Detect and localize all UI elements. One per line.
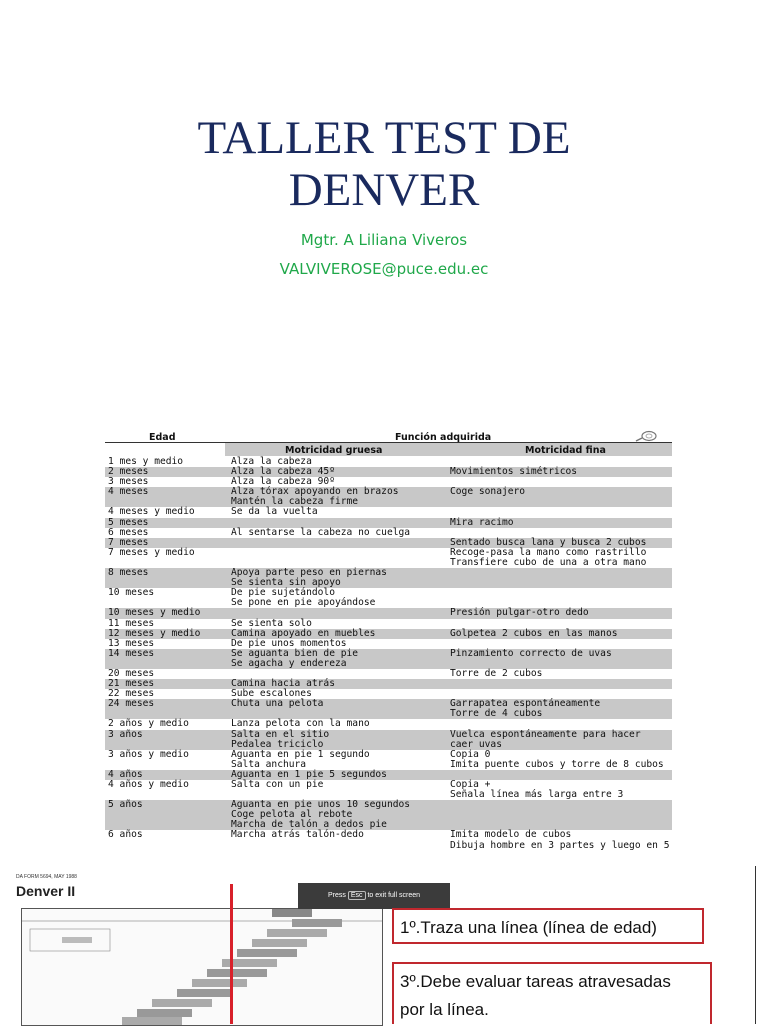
cell-edad: 6 meses — [108, 526, 149, 538]
table-row — [105, 649, 672, 669]
gruesa-line: Pedalea triciclo — [231, 738, 324, 750]
table-row — [105, 629, 672, 639]
table-row — [105, 669, 672, 679]
table-row — [105, 608, 672, 618]
cell-gruesa — [228, 800, 447, 830]
gruesa-line: De pie unos momentos — [231, 637, 347, 649]
table-row — [105, 770, 672, 780]
table-row — [105, 699, 672, 719]
cell-edad: 3 años y medio — [108, 748, 189, 760]
cell-edad: 21 meses — [105, 679, 228, 689]
header-rule — [105, 442, 672, 443]
cell-fina — [447, 588, 672, 608]
fina-line: Dibuja hombre en 3 partes y luego en 5 — [450, 839, 670, 851]
cell-fina — [447, 679, 672, 689]
table-row — [105, 800, 672, 830]
cell-fina — [447, 608, 672, 618]
cell-edad: 4 años y medio — [108, 779, 189, 790]
fina-line: Presión pulgar-otro dedo — [450, 607, 589, 619]
cell-fina — [447, 568, 672, 588]
cell-gruesa — [228, 538, 447, 548]
fina-line: Imita modelo de cubos — [450, 829, 572, 841]
cell-fina — [447, 487, 672, 507]
cell-edad: 11 meses — [108, 617, 155, 629]
table-body — [105, 457, 672, 851]
table-row — [105, 780, 672, 800]
fullscreen-notice — [298, 883, 450, 909]
gruesa-line: Camina apoyado en muebles — [231, 627, 376, 639]
gruesa-line: Alza la cabeza 45º — [231, 466, 335, 478]
fina-line: Pinzamiento correcto de uvas — [450, 647, 612, 659]
fina-line: Imita puente cubos y torre de 8 cubos — [450, 758, 664, 770]
esc-suffix: to exit full screen — [367, 892, 420, 899]
fina-line: Golpetea 2 cubos en las manos — [450, 627, 618, 639]
table-row — [105, 679, 672, 689]
cell-edad: 10 meses — [108, 587, 155, 599]
cell-fina — [447, 629, 672, 639]
table-row — [105, 730, 672, 750]
cell-edad: 20 meses — [108, 667, 155, 679]
cell-edad: 22 meses — [108, 688, 155, 700]
table-row — [105, 507, 672, 517]
slide-title — [0, 112, 768, 216]
fina-line: Mira racimo — [450, 516, 514, 528]
fina-line: Torre de 2 cubos — [450, 667, 543, 679]
cell-gruesa — [228, 507, 447, 517]
fina-line: Señala línea más larga entre 3 — [450, 789, 624, 801]
cell-fina — [447, 649, 672, 669]
table-row — [105, 568, 672, 588]
cell-fina — [447, 467, 672, 477]
gruesa-line: Al sentarse la cabeza no cuelga — [231, 526, 411, 538]
step-3-line-1: 3º.Debe evaluar tareas atravesadas — [400, 972, 671, 991]
title-line-2: DENVER — [288, 164, 480, 216]
title-line-1: TALLER TEST DE — [197, 112, 571, 164]
milestones-table — [105, 430, 672, 851]
cell-fina — [447, 730, 672, 750]
gruesa-line: Alza la cabeza 90º — [231, 476, 335, 488]
table-row — [105, 457, 672, 467]
cell-edad: 13 meses — [108, 637, 155, 649]
gruesa-line: Sube escalones — [231, 688, 312, 700]
fina-line: Sentado busca lana y busca 2 cubos — [450, 536, 647, 548]
table-row — [105, 487, 672, 507]
cell-edad: 5 años — [105, 800, 228, 830]
fina-line: Recoge-pasa la mano como rastrillo — [450, 546, 647, 558]
gruesa-line: Marcha atrás talón-dedo — [231, 829, 364, 841]
step-3-line-2: por la línea. — [400, 1000, 489, 1019]
cell-edad: 8 meses — [105, 568, 228, 588]
gruesa-line: Coge pelota al rebote — [231, 809, 353, 821]
gruesa-line: Se sienta sin apoyo — [231, 577, 341, 589]
cell-edad: 12 meses y medio — [105, 629, 228, 639]
gruesa-line: Chuta una pelota — [231, 698, 324, 710]
gruesa-line: Apoya parte peso en piernas — [231, 567, 387, 579]
cell-gruesa — [228, 699, 447, 719]
cell-edad: 4 años — [105, 770, 228, 780]
gruesa-line: Alza la cabeza — [231, 456, 312, 467]
cell-edad: 5 meses — [105, 518, 228, 528]
gruesa-line: Aguanta en pie unos 10 segundos — [231, 799, 411, 811]
table-header — [105, 430, 672, 457]
table-row — [105, 750, 672, 770]
age-line — [230, 884, 233, 1024]
step-1-box: 1º.Traza una línea (línea de edad) — [392, 908, 704, 944]
cell-edad: 3 años — [105, 730, 228, 750]
cell-edad: 1 mes y medio — [108, 456, 184, 467]
author-email: VALVIVEROSE@puce.edu.ec — [279, 260, 489, 278]
cell-edad: 10 meses y medio — [105, 608, 228, 618]
cell-gruesa — [228, 830, 447, 850]
fina-line: Transfiere cubo de una a otra mano — [450, 556, 647, 568]
cell-fina — [447, 518, 672, 528]
cell-fina — [447, 699, 672, 719]
form-chart-graphic — [22, 909, 382, 1025]
esc-key: Esc — [348, 891, 366, 900]
author-name: Mgtr. A Liliana Viveros — [300, 231, 468, 249]
fina-line: caer uvas — [450, 738, 502, 750]
fina-line: Vuelca espontáneamente para hacer — [450, 728, 641, 740]
cell-gruesa — [228, 608, 447, 618]
step-3-box — [392, 962, 712, 1024]
header-funcion: Función adquirida — [395, 432, 492, 443]
gruesa-line: Se agacha y endereza — [231, 657, 347, 669]
header-fina: Motricidad fina — [525, 445, 606, 456]
cell-edad: 7 meses y medio — [108, 546, 195, 558]
fina-line: Coge sonajero — [450, 486, 526, 498]
fina-line: Movimientos simétricos — [450, 466, 578, 478]
cell-edad: 24 meses — [105, 699, 228, 719]
table-row — [105, 830, 672, 850]
esc-prefix: Press — [327, 892, 346, 899]
fina-line: Copia + — [450, 779, 491, 790]
cell-edad: 14 meses — [105, 649, 228, 669]
gruesa-line: Se sienta solo — [231, 617, 312, 629]
slide-edge — [755, 866, 756, 1024]
fina-line: Copia 0 — [450, 748, 491, 760]
gruesa-line: Salta en el sitio — [231, 728, 330, 740]
cell-edad: 3 meses — [108, 476, 149, 488]
header-edad: Edad — [149, 432, 176, 443]
cell-edad: 4 meses y medio — [108, 506, 195, 518]
cell-gruesa — [228, 649, 447, 669]
gruesa-line: Aguanta en 1 pie 5 segundos — [231, 768, 387, 780]
gruesa-line: De pie sujetándolo — [231, 587, 335, 599]
cell-edad: 2 meses — [105, 467, 228, 477]
cell-gruesa — [228, 487, 447, 507]
cell-fina — [447, 750, 672, 770]
magnifier-icon — [635, 430, 659, 442]
form-header: DA FORM 5694, MAY 1988 — [16, 874, 77, 880]
cell-gruesa — [228, 730, 447, 750]
cell-fina — [447, 669, 672, 679]
cell-fina — [447, 830, 672, 850]
table-row — [105, 467, 672, 477]
table-row — [105, 588, 672, 608]
cell-gruesa — [228, 750, 447, 770]
table-row — [105, 548, 672, 568]
cell-gruesa — [228, 548, 447, 568]
gruesa-line: Camina hacia atrás — [231, 678, 335, 690]
cell-gruesa — [228, 528, 447, 538]
form-title: Denver II — [16, 883, 76, 899]
cell-edad: 6 años — [108, 829, 143, 841]
fina-line: Garrapatea espontáneamente — [450, 698, 601, 710]
cell-fina — [447, 780, 672, 800]
header-gruesa: Motricidad gruesa — [285, 445, 383, 456]
cell-fina — [447, 800, 672, 830]
gruesa-line: Alza tórax apoyando en brazos — [231, 486, 399, 498]
cell-gruesa — [228, 780, 447, 800]
cell-edad: 2 años y medio — [108, 718, 189, 730]
fina-line: Torre de 4 cubos — [450, 708, 543, 720]
gruesa-line: Salta con un pie — [231, 779, 324, 790]
cell-fina — [447, 548, 672, 568]
cell-edad: 7 meses — [105, 538, 228, 548]
denver-form-screenshot — [0, 866, 768, 1024]
gruesa-line: Aguanta en pie 1 segundo — [231, 748, 370, 760]
gruesa-line: Salta anchura — [231, 758, 307, 770]
gruesa-line: Se da la vuelta — [231, 506, 318, 518]
cell-gruesa — [228, 568, 447, 588]
gruesa-line: Mantén la cabeza firme — [231, 496, 359, 508]
cell-edad: 4 meses — [105, 487, 228, 507]
cell-gruesa — [228, 588, 447, 608]
gruesa-line: Se aguanta bien de pie — [231, 647, 359, 659]
gruesa-line: Marcha de talón a dedos pie — [231, 819, 387, 831]
form-chart — [21, 908, 383, 1026]
gruesa-line: Lanza pelota con la mano — [231, 718, 370, 730]
gruesa-line: Se pone en pie apoyándose — [231, 597, 376, 609]
